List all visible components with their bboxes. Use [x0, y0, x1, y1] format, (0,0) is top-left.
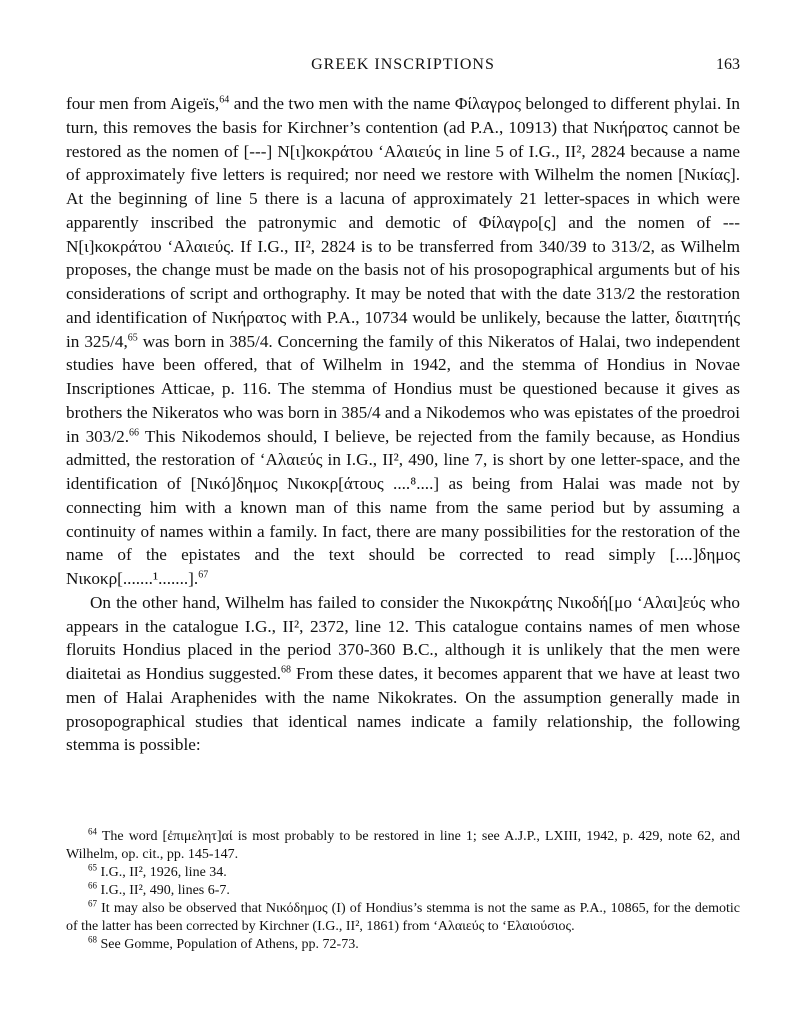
- body-text-segment: From these dates, it becomes apparent that we have at least two men of Halai Araphenides with the name Nikokrates. On the assumption generally made in prosopographical studies that identical names indicate a family relationship, the following stemma is possible:: [66, 664, 740, 755]
- footnote-text: I.G., II², 1926, line 34.: [97, 865, 227, 880]
- body-text-segment: four men from Aigeïs,: [66, 94, 220, 113]
- footnote-number: 65: [88, 862, 97, 873]
- footnote-68: [66, 936, 740, 954]
- footnote-64: [66, 828, 740, 864]
- footnote-67: [66, 900, 740, 936]
- footnote-number: 67: [88, 898, 97, 909]
- body-text-segment: This Nikodemos should, I believe, be rejected from the family because, as Hondius admitted, the restoration of ‘Αλαιεύς in I.G., II², 490, line 7, is short by one letter-space, and the identification of [Νικό]δημος Νικοκρ[άτους ....⁸....] as being from Halai was made not by connecting him with a known man of this name from the same period but by assuming a continuity of names within a family. In fact, there are many possibilities for the restoration of the name of the epistates and the text should be corrected to read simply [....]δημος Νικοκρ[.......¹.......].: [66, 426, 740, 588]
- footnote-reference: 67: [198, 569, 209, 581]
- footnote-number: 64: [88, 826, 97, 837]
- footnote-number: 68: [88, 934, 97, 945]
- footnote-number: 66: [88, 880, 97, 891]
- footnotes: [66, 828, 740, 954]
- footnote-text: It may also be observed that Νικόδημος (I) of Hondius’s stemma is not the same as P.A., 10865, for the demotic of the latter has been corrected by Kirchner (I.G., II², 1861) from ‘Αλαιεύς to ‘Ελαιούσιος.: [66, 901, 740, 934]
- footnote-text: The word [ἐπιμελητ]αί is most probably to be restored in line 1; see A.J.P., LXIII, 1942, p. 429, note 62, and Wilhelm, op. cit., pp. 145-147.: [66, 829, 740, 862]
- footnote-reference: 65: [127, 331, 138, 343]
- footnote-reference: 68: [281, 664, 292, 676]
- page-number: 163: [716, 56, 740, 73]
- body-paragraph: [66, 92, 740, 591]
- body-text-segment: On the other hand, Wilhelm has failed to consider the Νικοκράτης Νικοδή[μο ‘Αλαι]εύς who appears in the catalogue I.G., II², 2372, line 12. This catalogue contains names of men whose floruits Hondius placed in the period 370-360 B.C., although it is unlikely that the men were diaitetai as Hondius suggested.: [66, 592, 740, 683]
- body-text-segment: and the two men with the name Φίλαγρος belonged to different phylai. In turn, this removes the basis for Kirchner’s contention (ad P.A., 10913) that Νικήρατος cannot be restored as the nomen of [---] Ν[ι]κοκράτου ‘Αλαιεύς in line 5 of I.G., II², 2824 because a name of approximately five letters is required; nor need we restore with Wilhelm the nomen [Νικίας]. At the beginning of line 5 there is a lacuna of approximately 21 letter-spaces in which were apparently inscribed the patronymic and demotic of Φίλαγρο[ς] and the nomen of --- Ν[ι]κοκράτου ‘Αλαιεύς. If I.G., II², 2824 is to be transferred from 340/39 to 313/2, as Wilhelm proposes, the change must be made on the basis not of his prosopographical arguments but of his considerations of script and orthography. It may be noted that with the date 313/2 the restoration and identification of Νικήρατος with P.A., 10734 would be unlikely, because the latter, διαιτητής in 325/4,: [66, 94, 741, 351]
- footnote-text: See Gomme, Population of Athens, pp. 72-73.: [97, 937, 359, 952]
- footnote-reference: 66: [129, 426, 140, 438]
- footnote-66: [66, 882, 740, 900]
- body-paragraph: [66, 591, 740, 757]
- body-text-segment: was born in 385/4. Concerning the family of this Nikeratos of Halai, two independent studies have been offered, that of Wilhelm in 1942, and the stemma of Hondius in Novae Inscriptiones Atticae, p. 116. The stemma of Hondius must be questioned because it gives as brothers the Nikeratos who was born in 385/4 and a Nikodemos who was epistates of the proedroi in 303/2.: [66, 331, 741, 446]
- running-title: GREEK INSCRIPTIONS: [311, 56, 495, 73]
- footnote-text: I.G., II², 490, lines 6-7.: [97, 883, 230, 898]
- footnote-reference: 64: [219, 94, 230, 106]
- footnote-65: [66, 864, 740, 882]
- body-text: [66, 92, 740, 757]
- page-header: [66, 56, 740, 80]
